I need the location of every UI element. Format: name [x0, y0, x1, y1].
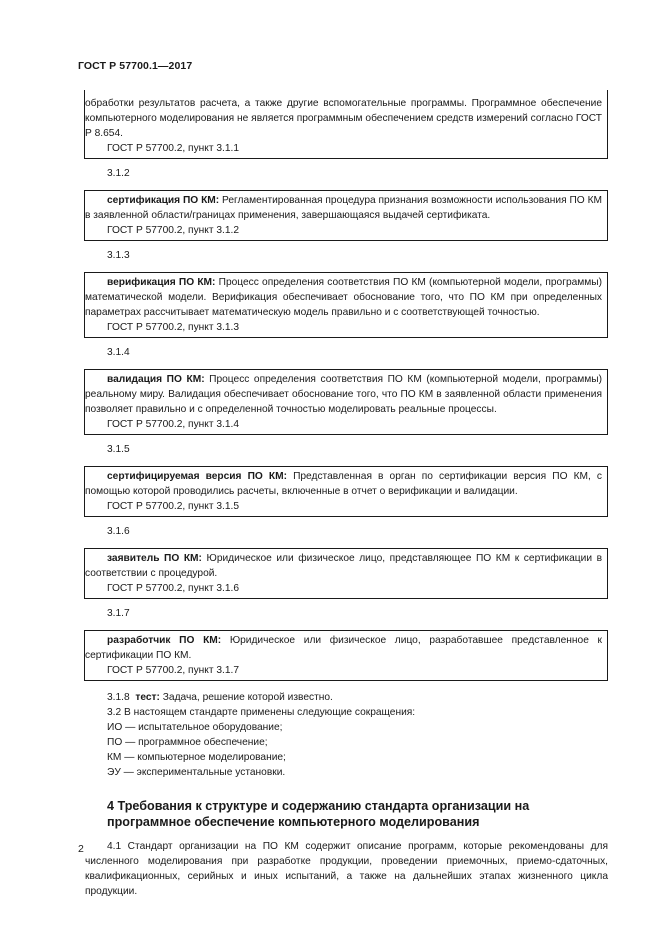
abbreviation-item: ПО — программное обеспечение;	[107, 737, 268, 748]
definition-reference: ГОСТ Р 57700.2, пункт 3.1.2	[107, 225, 240, 236]
definition-box	[84, 190, 608, 241]
definition-text	[85, 275, 602, 320]
definition-text	[85, 633, 602, 663]
document-header: ГОСТ Р 57700.1—2017	[78, 60, 193, 72]
definition-box	[84, 369, 608, 435]
definition-reference: ГОСТ Р 57700.2, пункт 3.1.6	[107, 583, 240, 594]
definition-box	[84, 466, 608, 517]
clause-3-1-8	[85, 690, 608, 705]
definition-reference: ГОСТ Р 57700.2, пункт 3.1.5	[107, 501, 240, 512]
definition: Процесс определения соответствия ПО КМ (компьютерной модели, программы) реальному миру. Валидация обеспечивает обоснование того, что ПО КМ в заявленной области применения позволяет правильно и с определенной точностью моделировать реальные процессы.	[85, 374, 603, 415]
definition-text	[85, 469, 602, 499]
definition-box	[84, 630, 608, 681]
clause-number: 3.1.6	[107, 526, 130, 537]
definition-reference: ГОСТ Р 57700.2, пункт 3.1.1	[107, 143, 240, 154]
clause-number: 3.1.8	[107, 692, 130, 703]
abbreviation-item: КМ — компьютерное моделирование;	[107, 752, 286, 763]
term: верификация ПО КМ:	[107, 277, 216, 288]
term: разработчик ПО КМ:	[107, 635, 222, 646]
clause-number: 3.1.7	[107, 608, 130, 619]
definition: Процесс определения соответствия ПО КМ (компьютерной модели, программы) математической модели. Верификация обеспечивает обоснование того, что ПО КМ при определенных параметрах рассчитывает математическую модель правильно и с соответствующей точностью.	[85, 277, 602, 318]
clause-number: 3.1.2	[107, 168, 130, 179]
definition: Юридическое или физическое лицо, разработавшее представленное к сертификации ПО КМ.	[85, 635, 602, 661]
abbreviation-item: ЭУ — экспериментальные установки.	[107, 767, 286, 778]
clause-number: 3.1.4	[107, 347, 130, 358]
definition: Представленная в орган по сертификации версия ПО КМ, с помощью которой проводились расчеты, включенные в отчет о верификации и валидации.	[85, 471, 602, 497]
definition-text	[85, 372, 602, 417]
section-4-title: 4 Требования к структуре и содержанию стандарта организации на программное обеспечение компьютерного моделирования	[107, 799, 530, 829]
definition-box-3-1-1	[84, 90, 608, 159]
clause-number: 3.1.5	[107, 444, 130, 455]
definition: Регламентированная процедура признания возможности использования ПО КМ в заявленной области/границах применения, завершающаяся выдачей сертификата.	[85, 195, 602, 221]
definition-text: обработки результатов расчета, а также другие вспомогательные программы. Программное обеспечение компьютерного моделирования не является программным обеспечением средств измерений согласно ГОСТ Р 8.654.	[85, 98, 602, 139]
clause-3-2: 3.2 В настоящем стандарте применены следующие сокращения:	[107, 707, 416, 718]
term: валидация ПО КМ:	[107, 374, 205, 385]
term: заявитель ПО КМ:	[107, 553, 202, 564]
definition: Юридическое или физическое лицо, представляющее ПО КМ к сертификации в соответствии с процедурой.	[85, 553, 602, 579]
term: тест:	[135, 692, 160, 703]
document-content	[85, 90, 608, 899]
page-number: 2	[78, 843, 84, 855]
definition-reference: ГОСТ Р 57700.2, пункт 3.1.4	[107, 419, 240, 430]
definition-box	[84, 548, 608, 599]
term: сертифицируемая версия ПО КМ:	[107, 471, 287, 482]
definition: Задача, решение которой известно.	[159, 692, 333, 703]
abbreviation-item: ИО — испытательное оборудование;	[107, 722, 283, 733]
definition-reference: ГОСТ Р 57700.2, пункт 3.1.7	[107, 665, 240, 676]
definition-text	[85, 193, 602, 223]
clause-number: 3.1.3	[107, 250, 130, 261]
section-4-paragraph: 4.1 Стандарт организации на ПО КМ содержит описание программ, которые рекомендованы для численного моделирования при разработке продукции, проведении приемочных, приемо-сдаточных, квалификационных, серийных и иных испытаний, а также на дальнейших этапах жизненного цикла продукции.	[85, 841, 608, 897]
definition-box	[84, 272, 608, 338]
definition-text	[85, 551, 602, 581]
definition-reference: ГОСТ Р 57700.2, пункт 3.1.3	[107, 322, 240, 333]
term: сертификация ПО КМ:	[107, 195, 220, 206]
